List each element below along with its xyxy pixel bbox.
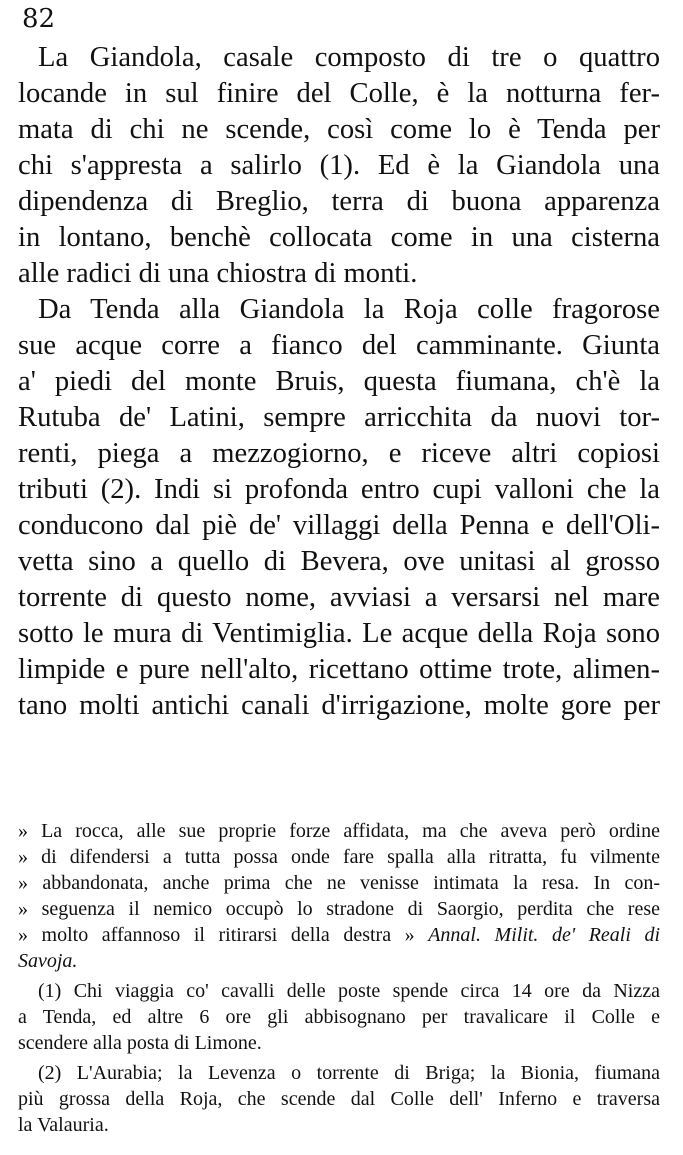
text-line: locande in sul finire del Colle, è la notturna fer- bbox=[18, 78, 660, 109]
quote-line: » seguenza il nemico occupò lo stradone di Saorgio, perdita che rese bbox=[18, 898, 660, 920]
text-line: Rutuba de' Latini, sempre arricchita da nuovi tor- bbox=[18, 402, 660, 433]
text-line: vetta sino a quello di Bevera, ove unitasi al grosso bbox=[18, 546, 660, 577]
text-line: mata di chi ne scende, così come lo è Tenda per bbox=[18, 114, 660, 145]
quote-source-end: Savoja. bbox=[18, 950, 78, 972]
text-line: tano molti antichi canali d'irrigazione, molte gore per bbox=[18, 690, 660, 721]
quote-line-text: » molto affannoso il ritirarsi della destra » bbox=[18, 924, 415, 946]
text-line: tributi (2). Indi si profonda entro cupi valloni che la bbox=[18, 474, 660, 505]
quote-line: » abbandonata, anche prima che ne venisse intimata la resa. In con- bbox=[18, 872, 660, 894]
footnote-1-line: scendere alla posta di Limone. bbox=[18, 1032, 262, 1054]
text-line: limpide e pure nell'alto, ricettano ottime trote, alimen- bbox=[18, 654, 660, 685]
footnote-1-line: (1) Chi viaggia co' cavalli delle poste spende circa 14 ore da Nizza bbox=[38, 980, 660, 1002]
text-line: sotto le mura di Ventimiglia. Le acque della Roja sono bbox=[18, 618, 660, 649]
text-line: Da Tenda alla Giandola la Roja colle fragorose bbox=[38, 294, 660, 325]
quote-line: » La rocca, alle sue proprie forze affidata, ma che aveva però ordine bbox=[18, 820, 660, 842]
main-text bbox=[18, 40, 660, 724]
text-line: chi s'appresta a salirlo (1). Ed è la Giandola una bbox=[18, 150, 660, 181]
footnote-2-line: la Valauria. bbox=[18, 1114, 109, 1136]
footnote-2-line: (2) L'Aurabia; la Levenza o torrente di Briga; la Bionia, fiumana bbox=[38, 1062, 660, 1084]
text-line: La Giandola, casale composto di tre o quattro bbox=[38, 42, 660, 73]
text-line: a' piedi del monte Bruis, questa fiumana, ch'è la bbox=[18, 366, 660, 397]
quote-source: Annal. Milit. de' Reali di bbox=[428, 924, 661, 946]
text-line: conducono dal piè de' villaggi della Penna e dell'Oli- bbox=[18, 510, 660, 541]
text-line: torrente di questo nome, avviasi a versarsi nel mare bbox=[18, 582, 660, 613]
footnote-1-line: a Tenda, ed altre 6 ore gli abbisognano per travalicare il Colle e bbox=[18, 1006, 660, 1028]
quote-line: » di difendersi a tutta possa onde fare spalla alla ritratta, fu vilmente bbox=[18, 846, 660, 868]
text-line: renti, piega a mezzogiorno, e riceve altri copiosi bbox=[18, 438, 660, 469]
footnotes bbox=[18, 818, 660, 1138]
text-line: dipendenza di Breglio, terra di buona apparenza bbox=[18, 186, 660, 217]
text-line: in lontano, benchè collocata come in una cisterna bbox=[18, 222, 660, 253]
text-line: alle radici di una chiostra di monti. bbox=[18, 258, 418, 289]
quote-line-with-source bbox=[18, 922, 660, 948]
text-line: sue acque corre a fianco del camminante. Giunta bbox=[18, 330, 660, 361]
footnote-2-line: più grossa della Roja, che scende dal Colle dell' Inferno e traversa bbox=[18, 1088, 660, 1110]
page-number: 82 bbox=[22, 4, 56, 34]
